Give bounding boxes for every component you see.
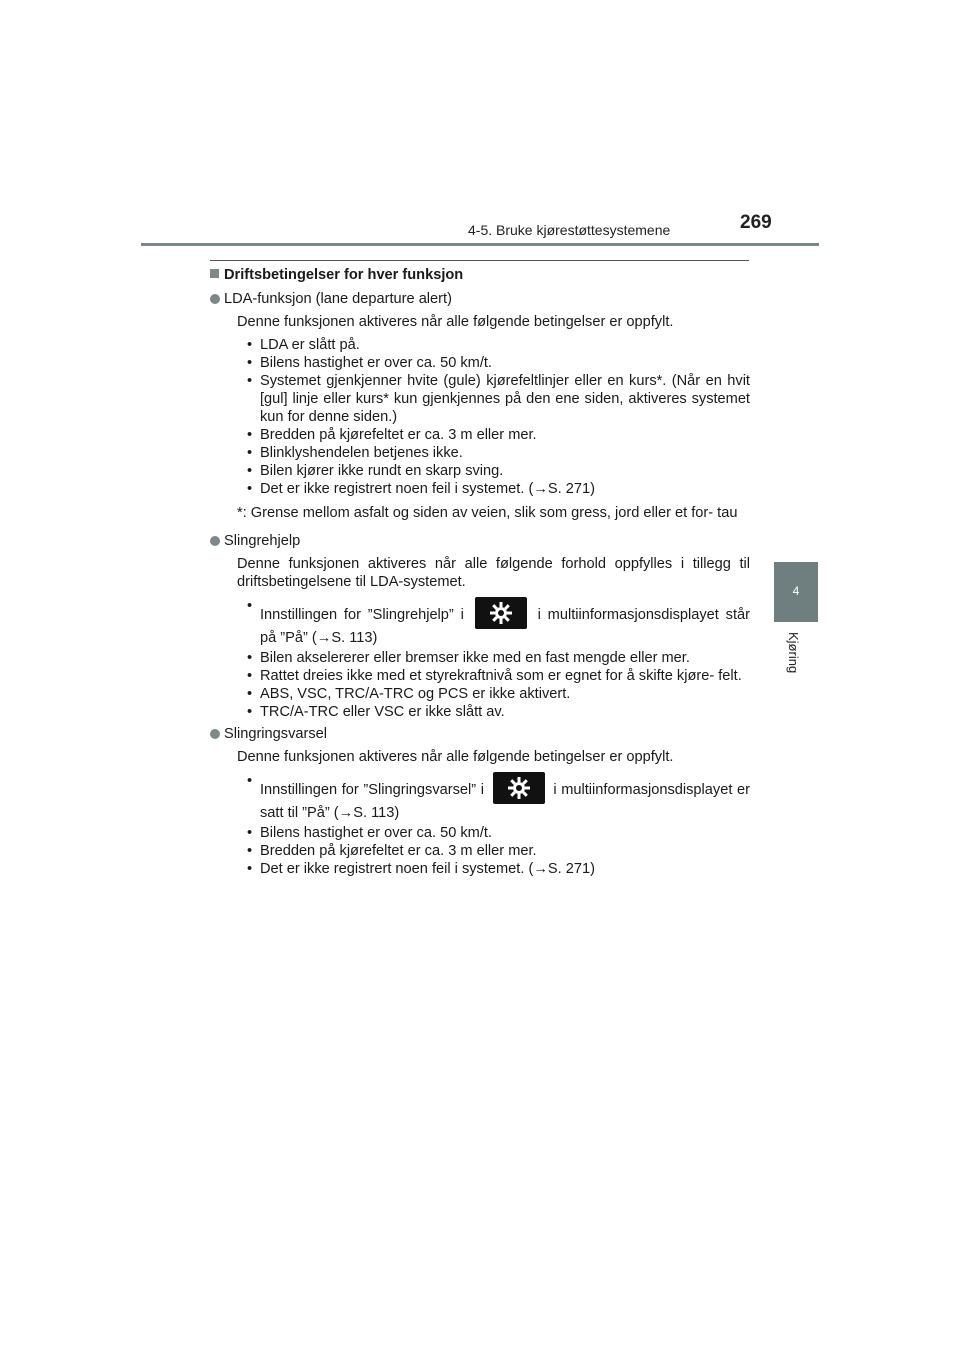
round-bullet-icon [210, 294, 220, 304]
condition-list [247, 336, 750, 498]
topic-description: Denne funksjonen aktiveres når alle følgende forhold oppfylles i tillegg til driftsbetingelsene til LDA-systemet. [237, 556, 750, 590]
topic-title: Slingringsvarsel [224, 726, 328, 742]
content-divider [210, 260, 749, 261]
list-item: • ABS, VSC, TRC/A-TRC og PCS er ikke aktivert. [247, 685, 750, 703]
round-bullet-icon [210, 536, 220, 546]
condition-list [247, 597, 750, 721]
header-divider [141, 243, 819, 246]
list-item: • Systemet gjenkjenner hvite (gule) kjørefeltlinjer eller en kurs*. (Når en hvit [gul] linje eller kurs* kun gjenkjennes på den ene siden, aktiveres systemet kun for denne siden.) [247, 372, 750, 426]
section-title: 4-5. Bruke kjørestøttesystemene [468, 222, 671, 238]
topic-description: Denne funksjonen aktiveres når alle følgende betingelser er oppfylt. [237, 314, 674, 330]
list-item: • Det er ikke registrert noen feil i systemet. (→S. 271) [247, 480, 750, 498]
list-item: • Bredden på kjørefeltet er ca. 3 m eller mer. [247, 842, 750, 860]
list-item: • Bilens hastighet er over ca. 50 km/t. [247, 354, 750, 372]
chapter-tab[interactable] [774, 562, 818, 622]
page-number: 269 [740, 212, 772, 233]
list-item: • Innstillingen for ”Slingrehjelp” i i multiinformasjonsdisplayet står på ”På” (→S. 113) [247, 597, 750, 647]
list-item: • Innstillingen for ”Slingringsvarsel” i i multiinformasjonsdisplayet er satt til ”På” (→S. 113) [247, 772, 750, 822]
list-item: • Rattet dreies ikke med et styrekraftnivå som er egnet for å skifte kjøre- felt. [247, 667, 750, 685]
list-item: • LDA er slått på. [247, 336, 750, 354]
topic-title: Slingrehjelp [224, 533, 301, 549]
list-item: • Bredden på kjørefeltet er ca. 3 m eller mer. [247, 426, 750, 444]
list-item: • TRC/A-TRC eller VSC er ikke slått av. [247, 703, 750, 721]
gear-icon [493, 772, 545, 804]
list-item: • Bilen akselererer eller bremser ikke med en fast mengde eller mer. [247, 649, 750, 667]
list-item: • Det er ikke registrert noen feil i systemet. (→S. 271) [247, 860, 750, 878]
topic-lda [210, 290, 750, 308]
chapter-number: 4 [792, 584, 800, 598]
condition-list [247, 772, 750, 878]
list-item: • Bilen kjører ikke rundt en skarp sving. [247, 462, 750, 480]
topic-title: LDA-funksjon (lane departure alert) [224, 291, 452, 307]
square-bullet-icon [210, 269, 219, 278]
footnote: *: Grense mellom asfalt og siden av veien, slik som gress, jord eller et for- tau [237, 505, 738, 521]
page-content [210, 266, 750, 882]
list-item: • Bilens hastighet er over ca. 50 km/t. [247, 824, 750, 842]
gear-icon [475, 597, 527, 629]
chapter-label: Kjøring [786, 632, 801, 674]
topic-slingrehjelp [210, 532, 750, 550]
topic-description: Denne funksjonen aktiveres når alle følgende betingelser er oppfylt. [237, 749, 674, 765]
section-heading: Driftsbetingelser for hver funksjon [210, 266, 750, 284]
topic-slingringsvarsel [210, 725, 750, 743]
list-item: • Blinklyshendelen betjenes ikke. [247, 444, 750, 462]
round-bullet-icon [210, 729, 220, 739]
